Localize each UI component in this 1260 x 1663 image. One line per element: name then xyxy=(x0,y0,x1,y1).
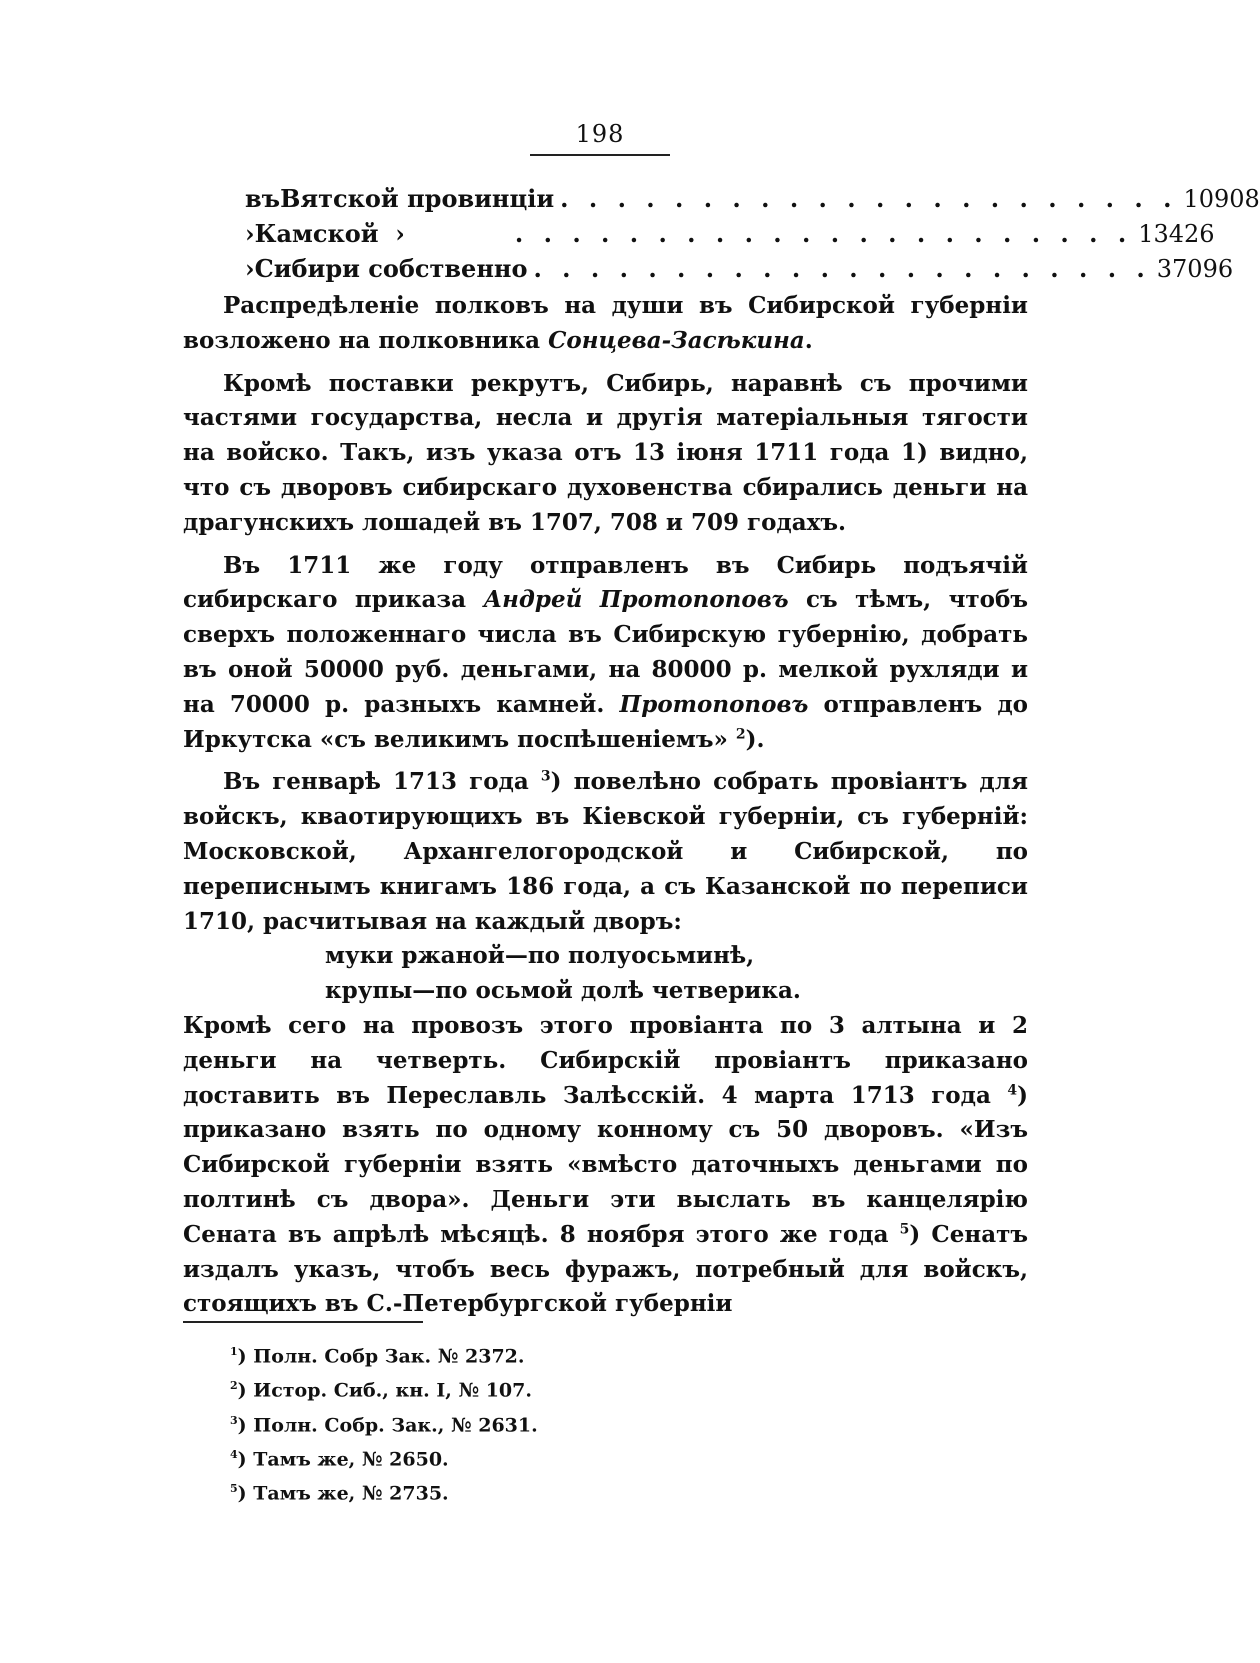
formula-line-2: крупы—по осьмой долѣ четверика. xyxy=(325,977,801,1005)
name-protopopov: Андрей Протопоповъ xyxy=(483,586,789,614)
footnote: $^1$) Полн. Собр Зак. № 2372. xyxy=(230,1345,525,1368)
row-name: Сибири собственно xyxy=(254,254,528,283)
table-row xyxy=(245,219,1215,254)
row-prefix: въ xyxy=(245,184,281,213)
name-sontsev: Сонцева-Засѣкина xyxy=(548,326,805,354)
row-value: 10908 xyxy=(1183,185,1260,213)
row-name: Камской › xyxy=(254,219,405,248)
name-protopopov-2: Протопоповъ xyxy=(619,690,809,718)
body-text xyxy=(183,289,1028,1322)
paragraph-2: Кромѣ поставки рекрутъ, Сибирь, наравнѣ съ прочими частями государства, несла и другія матеріальныя тягости на войско. Такъ, изъ указа отъ 13 іюня 1711 года 1) видно, что съ дворовъ сибирскаго духовенства сбирались деньги на драгунскихъ лошадей въ 1707, 708 и 709 годахъ. xyxy=(183,369,1028,536)
leader-dots: . . . . . . . . . . . . . . . . . . . . . . xyxy=(560,184,1178,213)
page-number: 198 xyxy=(575,120,625,148)
page-number-rule xyxy=(530,154,670,156)
paragraph-4: Въ генварѣ 1713 года $^3$) повелѣно собрать провіантъ для войскъ, кваотирующихъ въ Кіевской губерніи, съ губерній: Московской, Архангелогородской и Сибирской, по переписнымъ книгамъ 186 года, а съ Казанской по переписи 1710, расчитывая на каждый дворъ: xyxy=(183,768,1028,935)
row-value: 13426 xyxy=(1138,220,1215,248)
paragraph-3: Въ 1711 же году отправленъ въ Сибирь подъячій сибирскаго приказа Андрей Протопоповъ съ тѣмъ, чтобъ сверхъ положеннаго числа въ Сибирскую губернію, добрать въ оной 50000 руб. деньгами, на 80000 р. мелкой рухляди и на 70000 р. разныхъ камней. Протопоповъ отправленъ до Иркутска «съ великимъ поспѣшеніемъ» $^2$). xyxy=(183,551,1029,753)
footnote: $^4$) Тамъ же, № 2650. xyxy=(230,1447,449,1471)
leader-dots: . . . . . . . . . . . . . . . . . . . . . . xyxy=(514,219,1133,248)
footnote-rule xyxy=(183,1321,423,1323)
footnote: $^5$) Тамъ же, № 2735. xyxy=(230,1482,449,1505)
paragraph-5: Кромѣ сего на провозъ этого провіанта по 3 алтына и 2 деньги на четверть. Сибирскій провіантъ приказано доставить въ Переславль Залѣсскій. 4 марта 1713 года $^4$) приказано взять по одному конному съ 50 дворовъ. «Изъ Сибирской губерніи взять «вмѣсто даточныхъ деньгами по полтинѣ съ двора». Деньги эти выслать въ канцелярію Сената въ апрѣлѣ мѣсяцѣ. 8 ноября этого же года $^5$) Сенатъ издалъ указъ, чтобъ весь фуражъ, потребный для войскъ, стоящихъ въ С.-Петербургской губерніи xyxy=(183,1011,1029,1318)
paragraph-1: Распредѣленіе полковъ на души въ Сибирской губерніи возложено на полковника Сонцева-Засѣкина. xyxy=(183,292,1028,354)
table-row xyxy=(245,254,1234,289)
leader-dots: . . . . . . . . . . . . . . . . . . . . . . xyxy=(533,254,1151,283)
formula-line-1: муки ржаной—по полуосьминѣ, xyxy=(325,942,755,970)
row-value: 37096 xyxy=(1156,255,1234,283)
row-prefix: › xyxy=(245,254,255,283)
table-row xyxy=(245,184,1260,219)
row-name: Вятской провинціи xyxy=(280,184,555,213)
footnote: $^3$) Полн. Собр. Зак., № 2631. xyxy=(230,1413,538,1436)
footnotes xyxy=(230,1337,538,1509)
province-table xyxy=(245,184,1260,289)
row-prefix: › xyxy=(245,219,255,248)
footnote: $^2$) Истор. Сиб., кн. I, № 107. xyxy=(230,1379,532,1402)
